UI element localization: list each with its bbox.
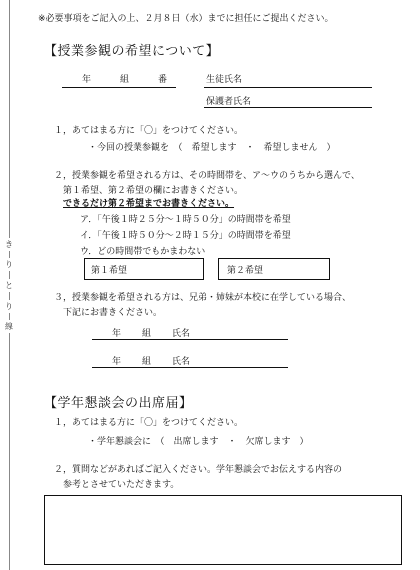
q3-text-line2: 下記にお書きください。 bbox=[63, 308, 163, 318]
cut-line-char: り bbox=[2, 300, 16, 313]
s2-q1-text: １，あてはまる方に「〇」をつけてください。 bbox=[54, 418, 244, 428]
sibling1-year-label: 年 bbox=[112, 329, 122, 339]
cut-line-char: き bbox=[2, 238, 16, 251]
q3-text-line1: ３，授業参観を希望される方は、兄弟・姉妹が本校に在学している場合、 bbox=[54, 293, 352, 303]
sibling2-class-label: 組 bbox=[142, 357, 152, 367]
option-i: イ．「午後１時５０分～２時１５分」の時間帯を希望 bbox=[80, 231, 291, 241]
year-label: 年 bbox=[82, 75, 92, 85]
sibling1-name-label: 氏名 bbox=[172, 329, 191, 339]
student-name-field[interactable] bbox=[204, 86, 372, 88]
class-label: 組 bbox=[120, 75, 130, 85]
comments-box[interactable] bbox=[44, 495, 402, 565]
q2-emphasis: できるだけ第２希望までお書きください。 bbox=[63, 199, 235, 209]
s2-q2-text-line2: 参考とさせていただきます。 bbox=[63, 480, 180, 490]
sibling2-name-label: 氏名 bbox=[172, 357, 191, 367]
second-choice-box[interactable] bbox=[218, 258, 330, 280]
sibling2-year-label: 年 bbox=[112, 357, 122, 367]
q2-text-line2: 第１希望、第２希望の欄にお書きください。 bbox=[63, 186, 244, 196]
section1-heading: 【授業参観の希望について】 bbox=[44, 44, 220, 59]
sibling1-class-label: 組 bbox=[142, 329, 152, 339]
guardian-name-field[interactable] bbox=[204, 106, 372, 108]
guardian-name-label: 保護者氏名 bbox=[206, 97, 252, 107]
class-number-underline bbox=[62, 86, 176, 88]
option-a: ア．「午後１時２５分～１時５０分」の時間帯を希望 bbox=[80, 215, 291, 225]
cut-line-char: り bbox=[2, 258, 16, 271]
s2-q2-text-line1: ２，質問などがあればご記入ください。学年懇談会でお伝えする内容の bbox=[54, 465, 343, 475]
first-choice-label: 第１希望 bbox=[91, 266, 128, 276]
sibling1-field[interactable] bbox=[92, 338, 288, 340]
q1-options[interactable]: ・今回の授業参観を （ 希望します ・ 希望しません ） bbox=[88, 143, 336, 153]
first-choice-box[interactable] bbox=[84, 258, 204, 280]
cut-line-char: 線 bbox=[2, 320, 16, 333]
option-u: ウ．どの時間帯でもかまわない bbox=[80, 247, 206, 257]
s2-q1-options[interactable]: ・学年懇談会に （ 出席します ・ 欠席します ） bbox=[88, 437, 309, 447]
q1-text: １，あてはまる方に「〇」をつけてください。 bbox=[54, 126, 244, 136]
number-label: 番 bbox=[158, 75, 168, 85]
student-name-label: 生徒氏名 bbox=[206, 75, 243, 85]
cut-line-char: と bbox=[2, 279, 16, 292]
second-choice-label: 第２希望 bbox=[227, 266, 264, 276]
section2-heading: 【学年懇談会の出席届】 bbox=[44, 396, 193, 411]
sibling2-field[interactable] bbox=[92, 366, 288, 368]
submission-notice: ※必要事項をご記入の上、２月８日（水）までに担任にご提出ください。 bbox=[38, 14, 334, 24]
q2-text-line1: ２，授業参観を希望される方は、その時間帯を、ア～ウのうちから選んで、 bbox=[54, 171, 360, 181]
